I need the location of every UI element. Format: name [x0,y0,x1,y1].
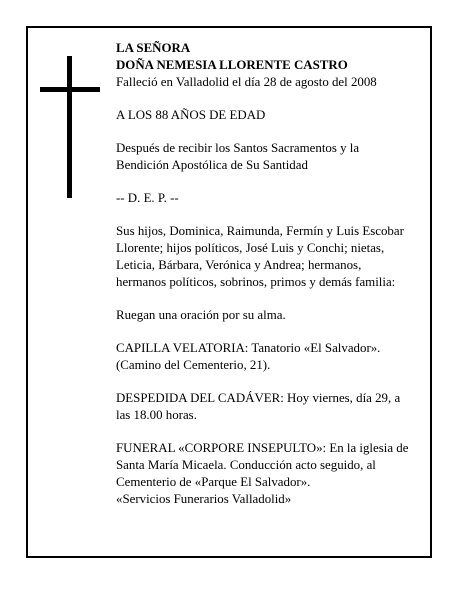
obituary-text [116,40,432,508]
chapel-line: CAPILLA VELATORIA: Tanatorio «El Salvador». [116,341,381,355]
family-line: Sus hijos, Dominica, Raimunda, Fermín y Luis Escobar [116,224,404,238]
family-paragraph [116,223,432,291]
farewell-line: DESPEDIDA DEL CADÁVER: Hoy viernes, día 29, a [116,391,401,405]
funeral-line: Santa María Micaela. Conducción acto seguido, al [116,458,376,472]
spacer [116,374,432,390]
dep-line: -- D. E. P. -- [116,191,179,205]
obituary-frame [26,26,432,558]
family-line: Llorente; hijos políticos, José Luis y Conchi; nietas, [116,241,385,255]
cross-horizontal-bar [40,87,100,92]
spacer [116,124,432,140]
spacer [116,324,432,340]
spacer [116,207,432,223]
deceased-name: DOÑA NEMESIA LLORENTE CASTRO [116,58,348,72]
funeral-paragraph [116,440,432,508]
sacraments-line: Bendición Apostólica de Su Santidad [116,158,308,172]
chapel-paragraph [116,340,432,374]
spacer [116,91,432,107]
death-announcement: Falleció en Valladolid el día 28 de agosto del 2008 [116,75,377,89]
sacraments-line: Después de recibir los Santos Sacramentos y la [116,141,360,155]
family-line: hermanos políticos, sobrinos, primos y demás familia: [116,275,396,289]
farewell-paragraph [116,390,432,424]
funeral-line: FUNERAL «CORPORE INSEPULTO»: En la iglesia de [116,441,409,455]
latin-cross-icon [40,56,100,198]
family-line: Leticia, Bárbara, Verónica y Andrea; hermanos, [116,258,362,272]
cross-vertical-bar [67,56,72,198]
chapel-line: (Camino del Cementerio, 21). [116,358,271,372]
prayer-line: Ruegan una oración por su alma. [116,308,286,322]
spacer [116,424,432,440]
funeral-home-line: «Servicios Funerarios Valladolid» [116,492,292,506]
spacer [116,174,432,190]
spacer [116,291,432,307]
sacraments-paragraph [116,140,432,174]
title-line-1: LA SEÑORA [116,41,191,55]
funeral-line: Cementerio de «Parque El Salvador». [116,475,311,489]
age-line: A LOS 88 AÑOS DE EDAD [116,108,266,122]
farewell-line: las 18.00 horas. [116,408,197,422]
